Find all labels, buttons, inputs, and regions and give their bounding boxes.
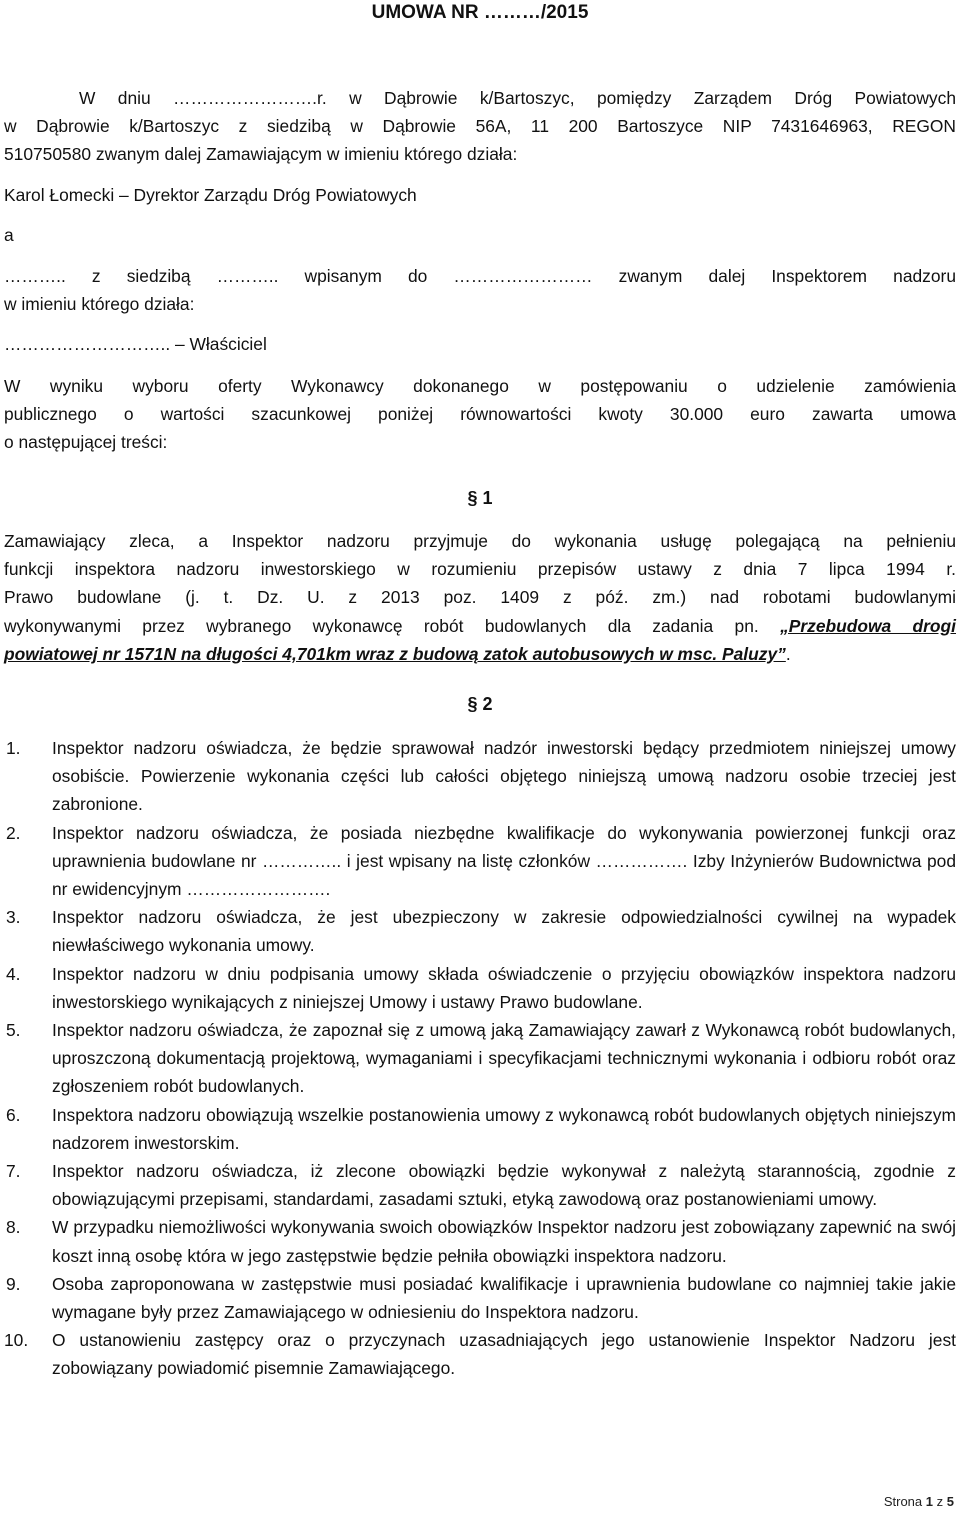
list-item-text: Inspektor nadzoru oświadcza, że zapoznał się z umową jaką Zamawiający zawarł z Wykonawcą robót budowlanych, uproszczoną dokumentacją projektową, wymaganiami i specyfikacjami technicznymi wykonania i odbioru robót oraz zgłoszeniem robót budowlanych. [52, 1020, 956, 1097]
inspector-line-1: ……….. z siedzibą ……….. wpisanym do …………………… zwanym dalej Inspektorem nadzoru [4, 266, 956, 286]
section-1-line-4 [4, 612, 956, 640]
page-number-footer [884, 1494, 954, 1509]
list-item-number: 8. [6, 1217, 21, 1238]
task-name-period: . [785, 643, 791, 664]
section-1-line-4-text: wykonywanymi przez wybranego wykonawcę robót budowlanych dla zadania pn. [4, 615, 781, 636]
list-item [0, 1016, 956, 1101]
list-item [0, 1326, 956, 1382]
list-item-text: Inspektor nadzoru oświadcza, że będzie sprawował nadzór inwestorski będący przedmiotem niniejszej umowy osobiście. Powierzenie wykonania części lub całości objętego niniejszą umową nadzoru osobie trzeciej jest zabronione. [52, 738, 956, 815]
list-item-number: 1. [6, 738, 21, 758]
total-pages: 5 [946, 1494, 954, 1509]
list-item-text: Inspektor nadzoru oświadcza, iż zlecone obowiązki będzie wykonywał z należytą starannością, zgodnie z obowiązującymi przepisami, standardami, zasadami sztuki, etyką zawodową oraz postanowieniami umowy. [52, 1161, 956, 1210]
section-1-paragraph [4, 527, 956, 668]
list-item-text: Inspektora nadzoru obowiązują wszelkie postanowienia umowy z wykonawcą robót budowlanych objętych niniejszym nadzorem inwestorskim. [52, 1104, 956, 1153]
page-of: z [936, 1494, 944, 1509]
list-item [0, 1157, 956, 1213]
list-item [0, 903, 956, 959]
basis-line-1: W wyniku wyboru oferty Wykonawcy dokonanego w postępowaniu o udzielenie zamówienia [4, 376, 956, 396]
intro-line-2: w Dąbrowie k/Bartoszyc z siedzibą w Dąbrowie 56A, 11 200 Bartoszyce NIP 7431646963, REGON [4, 116, 956, 137]
list-item-text: Inspektor nadzoru w dniu podpisania umowy składa oświadczenie o przyjęciu obowiązków inspektora nadzoru inwestorskiego wynikających z niniejszej Umowy i ustawy Prawo budowlane. [52, 963, 956, 1012]
list-item [0, 734, 956, 819]
inspector-paragraph [4, 262, 956, 318]
section-1-heading: § 1 [467, 488, 493, 508]
inspector-line-2: w imieniu którego działa: [4, 294, 195, 315]
list-item-number: 7. [6, 1161, 21, 1182]
page-label: Strona [883, 1494, 923, 1509]
section-1-line-3: Prawo budowlane (j. t. Dz. U. z 2013 poz. 1409 z póź. zm.) nad robotami budowlanymi [4, 587, 956, 608]
list-item [0, 960, 956, 1016]
list-item-text: Inspektor nadzoru oświadcza, że posiada niezbędne kwalifikacje do wykonywania powierzonej funkcji oraz uprawnienia budowlane nr ………….. i jest wpisany na listę członków ……………. Izby Inżynierów Budownictwa pod nr ewidencyjnym ……………………. [52, 822, 956, 900]
representative-line: Karol Łomecki – Dyrektor Zarządu Dróg Powiatowych [4, 185, 417, 205]
current-page: 1 [925, 1494, 934, 1509]
basis-line-2: publicznego o wartości szacunkowej poniżej równowartości kwoty 30.000 euro zawarta umowa [4, 404, 956, 425]
intro-line-1: W dniu …………………….r. w Dąbrowie k/Bartoszyc, pomiędzy Zarządem Dróg Powiatowych [79, 88, 956, 108]
list-item [0, 819, 956, 904]
task-name-start: „Przebudowa drogi [780, 615, 957, 636]
list-item-number: 6. [6, 1104, 21, 1125]
basis-paragraph [4, 372, 956, 457]
intro-line-3: 510750580 zwanym dalej Zamawiającym w imieniu którego działa: [4, 144, 518, 165]
list-item [0, 1101, 956, 1157]
list-item-number: 2. [6, 822, 21, 843]
list-item-text: O ustanowieniu zastępcy oraz o przyczynach uzasadniających jego ustanowienie Inspektor Nadzoru jest zobowiązany powiadomić pisemnie Zamawiającego. [52, 1330, 956, 1379]
intro-paragraph [4, 84, 956, 169]
list-item [0, 1213, 956, 1269]
list-item-number: 4. [6, 963, 21, 984]
owner-line: ……………………….. – Właściciel [4, 334, 267, 354]
section-1-line-2: funkcji inspektora nadzoru inwestorskiego w rozumieniu przepisów ustawy z dnia 7 lipca 1994 r. [4, 559, 956, 580]
list-item-text: W przypadku niemożliwości wykonywania swoich obowiązków Inspektor nadzoru jest zobowiązany zapewnić na swój koszt inną osobę która w jego zastępstwie będzie pełniła obowiązki inspektora nadzoru. [52, 1217, 956, 1266]
section-2-heading: § 2 [467, 694, 493, 714]
section-1-line-1: Zamawiający zleca, a Inspektor nadzoru przyjmuje do wykonania usługę polegającą na pełnieniu [4, 531, 956, 551]
list-item-number: 10. [4, 1330, 29, 1351]
list-item-number: 9. [6, 1273, 21, 1294]
list-item-text: Osoba zaproponowana w zastępstwie musi posiadać kwalifikacje i uprawnienia budowlane co najmniej takie jakie wymagane były przez Zamawiającego w odniesieniu do Inspektora nadzoru. [52, 1273, 956, 1323]
list-item-text: Inspektor nadzoru oświadcza, że jest ubezpieczony w zakresie odpowiedzialności cywilnej na wypadek niewłaściwego wykonania umowy. [52, 907, 956, 956]
section-1-line-5 [4, 640, 956, 668]
section-2-list [0, 734, 956, 1383]
document-title: UMOWA NR ………/2015 [371, 2, 589, 23]
list-item [0, 1270, 956, 1326]
list-item-number: 5. [6, 1020, 21, 1041]
list-item-number: 3. [6, 907, 21, 928]
basis-line-3: o następującej treści: [4, 432, 168, 453]
conjunction-a: a [4, 225, 14, 245]
task-name-end: powiatowej nr 1571N na długości 4,701km wraz z budową zatok autobusowych w msc. Paluzy” [4, 643, 786, 664]
